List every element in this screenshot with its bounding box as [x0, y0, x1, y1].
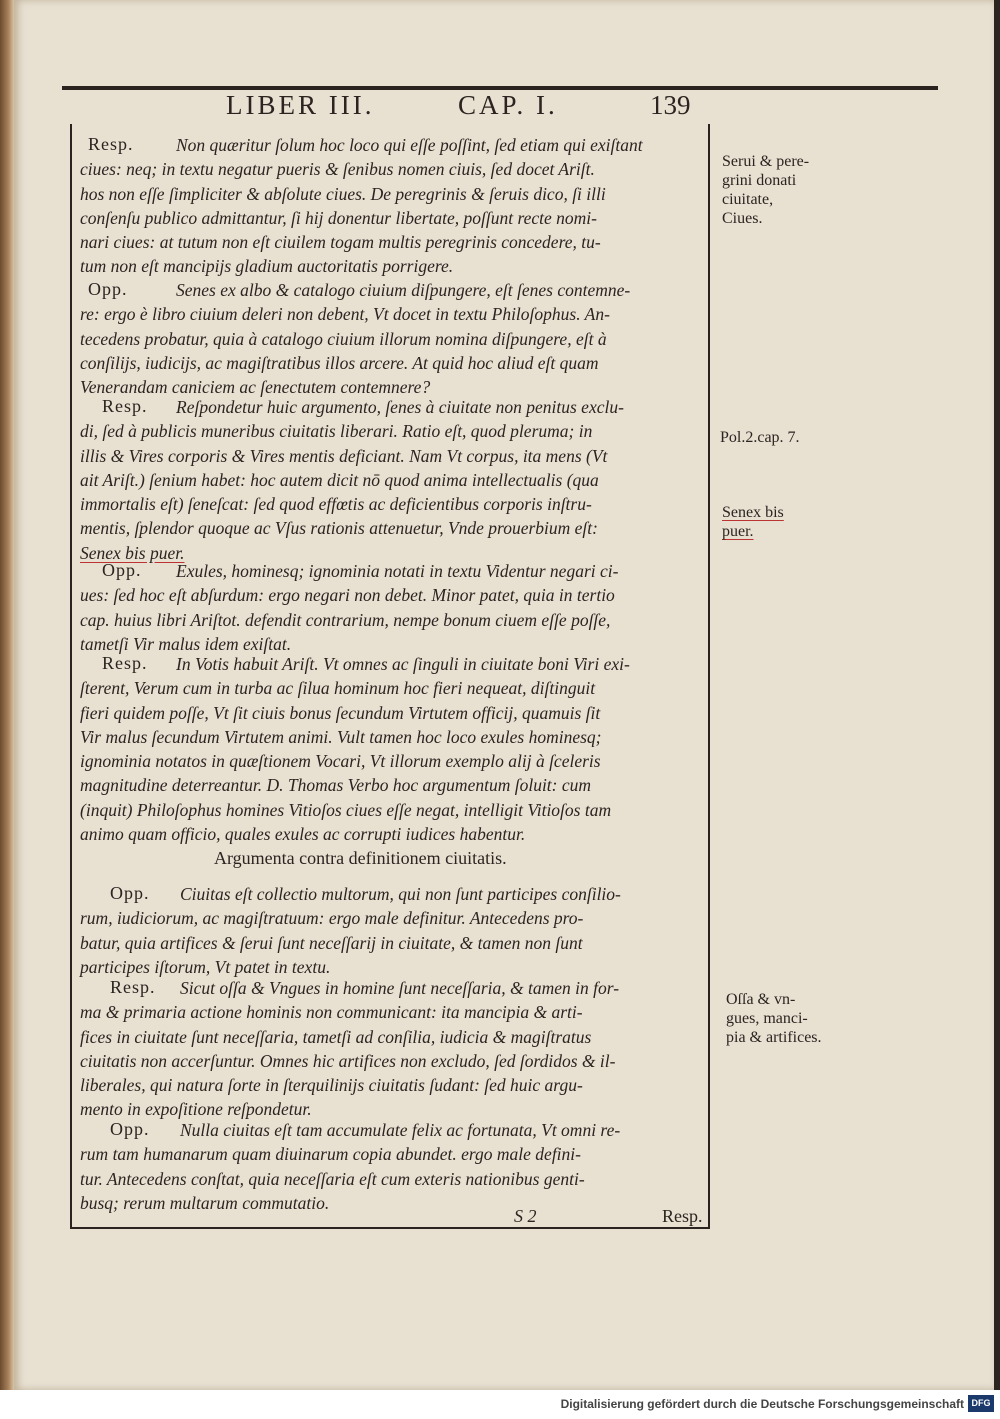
block-label: Resp. — [110, 977, 156, 997]
text-line: Sicut oſſa & Vngues in homine ſunt neceſſaria, & tamen in for- — [180, 978, 620, 998]
text-line: di, ſed à publicis muneribus ciuitatis liberari. Ratio eſt, quod pleruma; in — [80, 421, 593, 442]
text-line: conſilijs, iudicijs, ac magiſtratibus illos arcere. At quid hoc aliud eſt quam — [80, 352, 599, 373]
text-line: fieri quidem poſſe, Vt ſit ciuis bonus ſecundum Virtutem officij, quamuis ſit — [80, 702, 601, 723]
text-line: rum, iudiciorum, ac magiſtratuum: ergo male definitur. Antecedens pro- — [80, 908, 584, 929]
funding-notice: Digitalisierung gefördert durch die Deutsche Forschungsgemeinschaft — [560, 1397, 964, 1411]
marginal-line: Pol.2.cap. 7. — [720, 429, 800, 446]
marginal-line: Ciues. — [722, 210, 763, 227]
text-line: mentis, ſplendor quoque ac Vſus rationis attenuetur, Vnde prouerbium eſt: — [80, 518, 598, 539]
marginal-note — [722, 503, 784, 541]
text-line: busq; rerum multarum commutatio. — [80, 1192, 330, 1213]
block-label: Opp. — [102, 560, 142, 580]
text-block — [80, 559, 618, 656]
book-spine — [0, 0, 14, 1390]
text-line: ait Ariſt.) ſenium habet: hoc autem dicit nō quod anima intellectualis (qua — [80, 469, 599, 490]
block-label: Resp. — [102, 653, 148, 673]
text-block — [80, 882, 621, 979]
catchword: Resp. — [662, 1206, 703, 1226]
text-line: Venerandam caniciem ac ſenectutem contemnere? — [80, 377, 431, 398]
marginal-column-rule — [708, 124, 710, 1228]
text-line: ſterent, Verum cum in turba ac ſilua hominum hoc fieri nequeat, diſtinguit — [80, 678, 596, 699]
block-label: Resp. — [88, 134, 134, 154]
text-line: Nulla ciuitas eſt tam accumulate felix ac fortunata, Vt omni re- — [180, 1120, 621, 1140]
signature-mark: S 2 — [514, 1206, 537, 1226]
text-line: ignominia notatos in quæſtionem Vocari, Vt illorum exemplo alij à ſceleris — [80, 751, 601, 772]
marginal-line: ciuitate, — [722, 191, 774, 208]
block-label: Opp. — [88, 279, 128, 299]
text-block — [80, 652, 630, 846]
text-line: (inquit) Philoſophus homines Vitioſos ciues eſſe negat, intelligit Vitioſos tam — [80, 799, 612, 820]
section-heading: Argumenta contra definitionem ciuitatis. — [214, 848, 507, 868]
block-label: Resp. — [102, 396, 148, 416]
running-head-liber: LIBER III. — [226, 90, 375, 120]
marginal-line: gues, manci- — [726, 1010, 808, 1027]
text-line: Vir malus ſecundum Virtutem animi. Vult tamen hoc loco exules hominesq; — [80, 726, 602, 747]
page-number: 139 — [650, 90, 691, 120]
text-line: conſenſu publico admittantur, ſi hij donentur libertate, poſſunt recte nomi- — [80, 207, 598, 228]
marginal-line: Oſſa & vn- — [726, 991, 796, 1008]
text-line: batur, quia artifices & ſerui ſunt neceſſarij in ciuitate, & tamen non ſunt — [80, 932, 583, 953]
marginal-note — [722, 152, 809, 228]
text-line: magnitudine deterreantur. D. Thomas Verbo hoc argumentum ſoluit: cum — [80, 775, 592, 796]
text-line: Ciuitas eſt collectio multorum, qui non ſunt participes conſilio- — [180, 884, 621, 904]
footer-bar — [0, 1390, 1000, 1419]
text-block — [80, 976, 619, 1122]
text-line: tur. Antecedens conſtat, quia neceſſaria eſt cum exteris nationibus genti- — [80, 1168, 585, 1189]
text-line: fices in ciuitate ſunt neceſſaria, tametſi ad conſilia, iudicia & magiſtratus — [80, 1026, 592, 1047]
text-line: nari ciues: at tutum non eſt ciuilem togam multis peregrinis concedere, tu- — [80, 232, 601, 253]
text-block — [80, 395, 624, 565]
marginal-line: Serui & pere- — [722, 153, 810, 170]
text-line: immortalis eſt) ſeneſcat: ſed quod effœtis ac deficientibus corporis inſtru- — [80, 494, 592, 515]
bottom-rule — [70, 1227, 710, 1229]
dfg-logo: DFG — [968, 1395, 994, 1412]
text-block — [80, 1118, 620, 1215]
page-edge — [994, 0, 1000, 1390]
marginal-line: Senex bis — [722, 504, 784, 521]
text-line: Reſpondetur huic argumento, ſenes à ciuitate non penitus exclu- — [176, 397, 624, 417]
text-line: Non quæritur ſolum hoc loco qui eſſe poſſint, ſed etiam qui exiſtant — [176, 135, 643, 155]
text-line: tum non eſt mancipijs gladium auctoritatis porrigere. — [80, 256, 454, 277]
text-line: Exules, hominesq; ignominia notati in textu Videntur negari ci- — [176, 561, 619, 581]
scanned-page — [14, 0, 994, 1390]
block-label: Opp. — [110, 1119, 150, 1139]
text-line: cap. huius libri Ariſtot. defendit contrarium, nempe bonum ciuem eſſe poſſe, — [80, 609, 611, 630]
left-frame-rule — [70, 124, 72, 1228]
text-line: tecedens probatur, quia à catalogo ciuium illorum nomina diſpungere, eſt à — [80, 328, 607, 349]
text-line: In Votis habuit Ariſt. Vt omnes ac ſinguli in ciuitate boni Viri exi- — [176, 654, 630, 674]
text-block — [80, 133, 643, 279]
text-line: rum tam humanarum quam diuinarum copia abundet. ergo male defini- — [80, 1144, 581, 1165]
text-line: mento in expoſitione reſpondetur. — [80, 1099, 312, 1120]
marginal-note — [720, 428, 800, 447]
marginal-note — [726, 990, 822, 1047]
text-line: participes iſtorum, Vt patet in textu. — [80, 956, 331, 977]
text-line: animo quam officio, quales exules ac corrupti iudices habentur. — [80, 824, 526, 845]
text-line: hos non eſſe ſimpliciter & abſolute ciues. De peregrinis & ſeruis dico, ſi illi — [80, 183, 606, 204]
text-line: tametſi Vir malus idem exiſtat. — [80, 633, 292, 654]
marginal-line: puer. — [722, 523, 754, 540]
block-label: Opp. — [110, 883, 150, 903]
marginal-line: grini donati — [722, 172, 797, 189]
text-line: ciues: neq; in textu negatur pueris & ſenibus nomen ciuis, ſed docet Ariſt. — [80, 159, 595, 180]
text-block — [80, 278, 630, 399]
running-head-cap: CAP. I. — [458, 90, 558, 120]
text-line: ma & primaria actione hominis non communicant: ita mancipia & arti- — [80, 1002, 583, 1023]
text-line: illis & Vires corporis & Vires mentis deficiant. Nam Vt corpus, ita mens (Vt — [80, 445, 608, 466]
text-line: re: ergo è libro ciuium deleri non debent, Vt docet in textu Philoſophus. An- — [80, 304, 610, 325]
marginal-line: pia & artifices. — [726, 1029, 822, 1046]
text-line: Senex bis puer. — [80, 542, 185, 563]
text-line: ues: ſed hoc eſt abſurdum: ergo negari non debet. Minor patet, quia in tertio — [80, 585, 615, 606]
text-line: ciuitatis non accerſuntur. Omnes hic artifices non excludo, ſed ſordidos & il- — [80, 1050, 616, 1071]
text-line: Senes ex albo & catalogo ciuium diſpungere, eſt ſenes contemne- — [176, 280, 631, 300]
text-line: liberales, qui natura ſorte in ſterquilinijs ciuitatis ſudant: ſed huic argu- — [80, 1075, 583, 1096]
